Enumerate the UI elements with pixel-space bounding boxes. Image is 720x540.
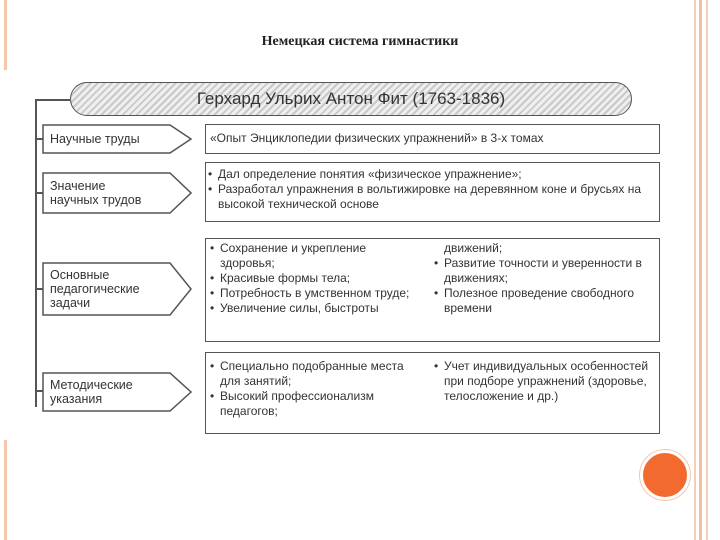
right-column [432,359,654,404]
row-content-significance [205,162,660,222]
content-text: «Опыт Энциклопедии физических упражнений» в 3-х томах [210,131,544,145]
row-content-pedagogical-tasks [205,238,660,342]
continued-text: движений; [444,241,503,255]
bullet-item: • Полезное проведение свободного времени [432,286,654,316]
left-column [208,359,413,419]
row-content-methodical-instructions [205,352,660,434]
banner [70,82,632,116]
bullet-item: • Разработал упражнения в вольтижировке на деревянном коне и брусьях на высокой технической основе [206,182,655,212]
left-decoration [0,0,8,540]
slide-title: Немецкая система гимнастики [261,34,459,49]
left-column [208,241,413,316]
bullet-item: • Высокий профессионализм педагогов; [208,389,413,419]
row-label-text: Научные труды [50,132,140,146]
banner-text: Герхард Ульрих Антон Фит (1763-1836) [196,89,506,108]
bullet-item: • Сохранение и укрепление здоровья; [208,241,413,271]
row-label-text: Методические указания [50,378,133,406]
bullet-item: • Увеличение силы, быстроты [208,301,413,316]
connector-spine [35,99,37,407]
row-content-scientific-works [205,124,660,154]
bullet-item: • Потребность в умственном труде; [208,286,413,301]
right-decoration [690,0,720,540]
bullet-item: • Развитие точности и уверенности в движениях; [432,256,654,286]
bullet-item: • Красивые формы тела; [208,271,413,286]
row-label-scientific-works [42,124,192,154]
bullet-item: • Дал определение понятия «физическое упражнение»; [206,167,655,182]
right-column [432,241,654,316]
row-label-pedagogical-tasks [42,262,192,316]
connector-top [35,99,70,101]
row-label-significance [42,172,192,214]
row-label-methodical-instructions [42,372,192,412]
bullet-item: • Специально подобранные места для занятий; [208,359,413,389]
bullet-item: • Учет индивидуальных особенностей при подборе упражнений (здоровье, телосложение и др.) [432,359,654,404]
row-label-text: Основные педагогические задачи [50,268,140,310]
orange-circle-decoration [640,450,690,500]
row-label-text: Значение научных трудов [50,179,142,207]
